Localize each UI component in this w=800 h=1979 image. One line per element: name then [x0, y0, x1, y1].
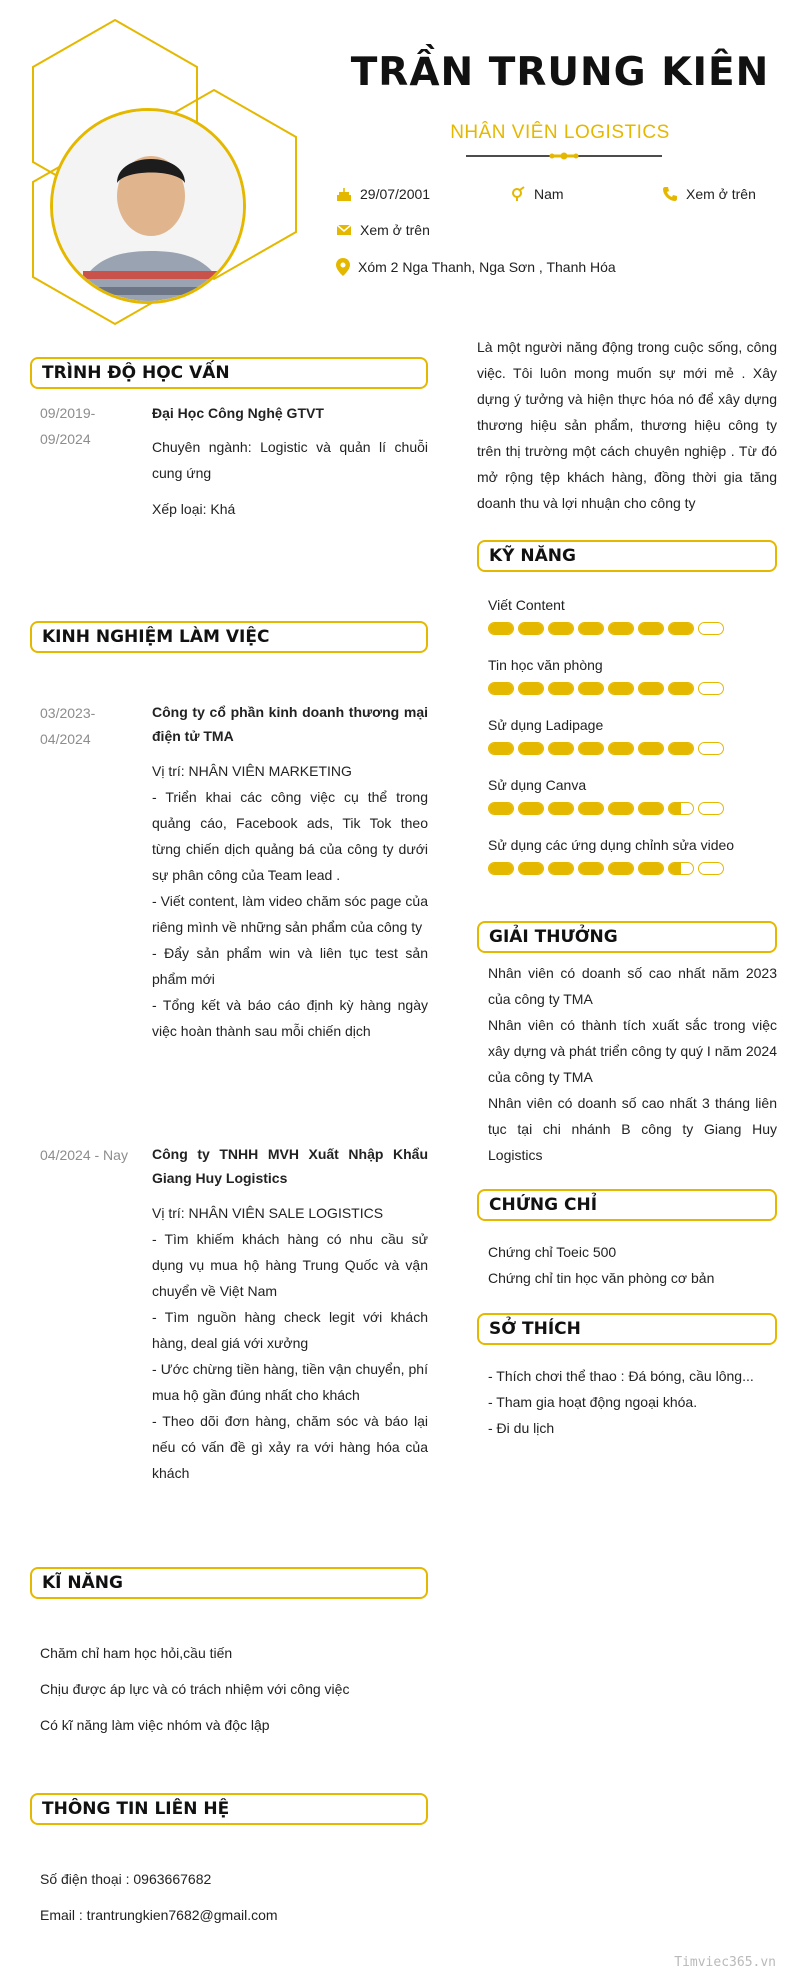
skill-rating-segment — [668, 802, 694, 815]
skill-label: Sử dụng các ứng dụng chỉnh sửa video — [488, 837, 735, 853]
hobby-item: - Thích chơi thể thao : Đá bóng, cầu lông... — [488, 1368, 754, 1384]
skill-rating-segment — [638, 802, 664, 815]
job-position: Vị trí: NHÂN VIÊN MARKETING — [152, 763, 352, 779]
skill-rating-segment — [578, 802, 604, 815]
hobby-item: - Tham gia hoạt động ngoại khóa. — [488, 1394, 698, 1410]
awards-text: Nhân viên có doanh số cao nhất năm 2023 của công ty TMA Nhân viên có thành tích xuất sắc trong việc xây dựng và phát triển công ty quý I năm 2024 của công ty TMA Nhân viên có doanh số cao nhất 3 tháng liên tục tại chi nhánh B công ty Giang Huy Logistics — [488, 965, 777, 1163]
skill-rating-segment — [548, 682, 574, 695]
skill-rating-bar — [488, 682, 728, 696]
skill-rating-segment — [638, 622, 664, 635]
gender-info — [510, 186, 564, 202]
skill-rating-bar — [488, 802, 728, 816]
watermark: Timviec365.vn — [674, 1955, 776, 1970]
contact-email: Email : trantrungkien7682@gmail.com — [40, 1907, 278, 1923]
skill-rating-segment — [668, 622, 694, 635]
skill-rating-segment — [668, 682, 694, 695]
title-divider — [466, 151, 662, 161]
address-info — [336, 258, 616, 276]
skill-label: Sử dụng Ladipage — [488, 717, 604, 733]
skill-rating-segment — [578, 622, 604, 635]
skill-rating-segment — [608, 802, 634, 815]
skill-rating-segment — [608, 742, 634, 755]
soft-skill-item: Chăm chỉ ham học hỏi,cầu tiến — [40, 1645, 233, 1661]
skill-rating-segment — [698, 622, 724, 635]
skill-rating-segment — [548, 802, 574, 815]
skill-rating-segment — [578, 862, 604, 875]
job-company: Công ty cổ phần kinh doanh thương mại điện tử TMA — [152, 704, 428, 744]
skill-rating-segment — [518, 802, 544, 815]
birthday-info — [336, 186, 430, 202]
skill-label: Viết Content — [488, 597, 565, 613]
skill-rating-bar — [488, 862, 728, 876]
skill-rating-segment — [548, 622, 574, 635]
hobby-item: - Đi du lịch — [488, 1420, 555, 1436]
soft-skill-item: Chịu được áp lực và có trách nhiệm với công việc — [40, 1681, 350, 1697]
email-text: Xem ở trên — [360, 222, 430, 238]
job-title: NHÂN VIÊN LOGISTICS — [450, 122, 670, 143]
skill-rating-segment — [548, 862, 574, 875]
job-description: - Tìm khiếm khách hàng có nhu cầu sử dụng vụ mua hộ hàng Trung Quốc và vận chuyển về Việt Nam - Tìm nguồn hàng check legit với khách hàng, deal giá với xưởng - Ước chừng tiền hàng, tiền vận chuyển, phí mua hộ gần đúng nhất cho khách - Theo dõi đơn hàng, chăm sóc và báo lại nếu có vấn đề gì xảy ra với hàng hóa của khách — [152, 1231, 428, 1481]
skill-rating-segment — [608, 622, 634, 635]
skill-rating-segment — [578, 742, 604, 755]
skill-rating-segment — [518, 622, 544, 635]
birthday-text: 29/07/2001 — [360, 186, 431, 202]
certificate-item: Chứng chỉ tin học văn phòng cơ bản — [488, 1270, 715, 1286]
address-text: Xóm 2 Nga Thanh, Nga Sơn , Thanh Hóa — [358, 259, 616, 275]
cake-icon — [336, 186, 352, 202]
certificate-item: Chứng chỉ Toeic 500 — [488, 1244, 617, 1260]
skill-rating-segment — [668, 742, 694, 755]
skill-label: Sử dụng Canva — [488, 777, 587, 793]
skill-rating-bar — [488, 622, 728, 636]
phone-info — [662, 186, 756, 202]
skill-rating-segment — [488, 862, 514, 875]
job-company: Công ty TNHH MVH Xuất Nhập Khẩu Giang Huy Logistics — [152, 1146, 428, 1186]
soft-skills-section-title: KĨ NĂNG — [30, 1567, 428, 1599]
phone-text: Xem ở trên — [686, 186, 756, 202]
skill-rating-segment — [668, 862, 694, 875]
skill-rating-segment — [578, 682, 604, 695]
skill-rating-segment — [518, 742, 544, 755]
email-info — [336, 222, 430, 238]
skill-rating-segment — [488, 682, 514, 695]
awards-section-title: GIẢI THƯỞNG — [477, 921, 777, 953]
soft-skill-item: Có kĩ năng làm việc nhóm và độc lập — [40, 1717, 270, 1733]
certificates-section-title: CHỨNG CHỈ — [477, 1189, 777, 1221]
education-date: 09/2019- 09/2024 — [40, 405, 96, 447]
contact-phone: Số điện thoại : 0963667682 — [40, 1871, 212, 1887]
skill-rating-segment — [608, 862, 634, 875]
skill-rating-segment — [698, 742, 724, 755]
job-date: 04/2024 - Nay — [40, 1147, 128, 1163]
avatar — [50, 108, 246, 304]
skill-rating-bar — [488, 742, 728, 756]
education-major: Chuyên ngành: Logistic và quản lí chuỗi cung ứng — [152, 439, 428, 481]
skill-rating-segment — [548, 742, 574, 755]
education-section-title: TRÌNH ĐỘ HỌC VẤN — [30, 357, 428, 389]
job-position: Vị trí: NHÂN VIÊN SALE LOGISTICS — [152, 1205, 384, 1221]
career-objective: Là một người năng động trong cuộc sống, công việc. Tôi luôn mong muốn sự mới mẻ . Xây dựng ý tưởng và hiện thực hóa nó để xây dựng thương hiệu sản phẩm, thương hiệu công ty trên thị trường một cách chuyên nghiệp . Từ đó mở rộng tệp khách hàng, đồng thời gia tăng doanh thu và lợi nhuận cho công ty — [477, 339, 777, 511]
skill-label: Tin học văn phòng — [488, 657, 603, 673]
skill-rating-segment — [638, 682, 664, 695]
contact-section-title: THÔNG TIN LIÊN HỆ — [30, 1793, 428, 1825]
skills-section-title: KỸ NĂNG — [477, 540, 777, 572]
skill-rating-segment — [488, 622, 514, 635]
candidate-name: TRẦN TRUNG KIÊN — [350, 50, 770, 95]
skill-rating-segment — [698, 862, 724, 875]
skill-rating-segment — [638, 742, 664, 755]
job-date: 03/2023- 04/2024 — [40, 705, 96, 747]
skill-rating-segment — [488, 742, 514, 755]
education-grade: Xếp loại: Khá — [152, 501, 236, 517]
skill-rating-segment — [608, 682, 634, 695]
skill-rating-segment — [638, 862, 664, 875]
skill-rating-segment — [488, 802, 514, 815]
map-pin-icon — [336, 258, 350, 276]
hobbies-section-title: SỞ THÍCH — [477, 1313, 777, 1345]
envelope-icon — [336, 223, 352, 237]
skill-rating-segment — [698, 802, 724, 815]
job-description: - Triển khai các công việc cụ thể trong quảng cáo, Facebook ads, Tik Tok theo từng chiến dịch quảng bá của công ty dưới sự phân công của Team lead . - Viết content, làm video chăm sóc page của riêng mình về những sản phẩm của công ty - Đẩy sản phẩm win và liên tục test sản phẩm mới - Tổng kết và báo cáo định kỳ hàng ngày việc hoàn thành sau mỗi chiến dịch — [152, 789, 428, 1039]
gender-text: Nam — [534, 186, 564, 202]
gender-icon — [510, 186, 526, 202]
experience-section-title: KINH NGHIỆM LÀM VIỆC — [30, 621, 428, 653]
skill-rating-segment — [518, 682, 544, 695]
education-school: Đại Học Công Nghệ GTVT — [152, 405, 324, 421]
skill-rating-segment — [698, 682, 724, 695]
phone-icon — [662, 186, 678, 202]
skill-rating-segment — [518, 862, 544, 875]
